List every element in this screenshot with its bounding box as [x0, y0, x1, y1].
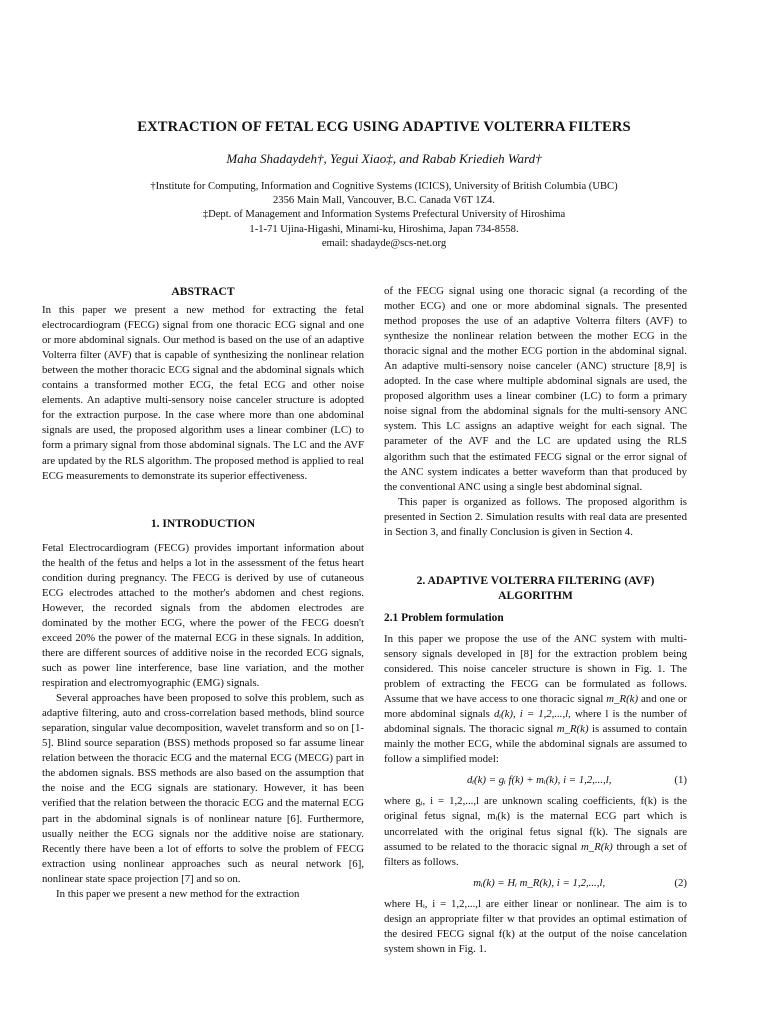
math-di-list: dᵢ(k), i = 1,2,...,l,	[493, 708, 571, 721]
organization-paragraph: This paper is organized as follows. The proposed algorithm is presented in Section 2. Simulation results with real data are presented in Section 3, and finally Conclusion is given in Section 4.	[384, 495, 687, 538]
intro-paragraph-3: In this paper we present a new method for the extraction	[56, 887, 300, 900]
right-column	[384, 284, 687, 957]
left-column	[42, 284, 364, 902]
paper-title: EXTRACTION OF FETAL ECG USING ADAPTIVE VOLTERRA FILTERS	[137, 119, 631, 135]
equation-2-number: (2)	[674, 876, 687, 889]
author-list: Maha Shadaydeh†, Yegui Xiao‡, and Rabab Kriedieh Ward†	[226, 151, 542, 166]
equation-1-number: (1)	[674, 774, 687, 787]
aim-paragraph: where Hᵢ, i = 1,2,...,l are either linear or nonlinear. The aim is to design an appropriate filter w that provides an optimal estimation of the desired FECG signal f(k) at the output of the noise cancelation system shown in Fig. 1.	[384, 897, 687, 955]
section-2-heading	[384, 573, 687, 603]
introduction-heading: 1. INTRODUCTION	[150, 516, 256, 530]
formulation-paragraph	[384, 632, 687, 767]
intro-paragraph-1: Fetal Electrocardiogram (FECG) provides important information about the health of the fetus and helps a lot in the assessment of the fetus heart condition during pregnancy. The FECG is derived by use of cutaneous ECG electrodes attached to the mother's abdomen and chest regions. However, the recorded signals from the abdomen electrodes are dominated by the mother ECG, where the power of the FECG doesn't exceed 20% the power of the maternal ECG in these signals. In addition, there are different sources of additive noise in the recorded ECG signals, such as power line interference, base line variation, and the mother respiration and electromyographic (EMG) signals.	[42, 541, 364, 690]
section-2-heading-line-1: 2. ADAPTIVE VOLTERRA FILTERING (AVF)	[416, 573, 655, 587]
formulation-text-a: In this paper we propose the use of the ANC system with multi-sensory signals developed in [8] for the extraction problem being considered. This noise canceler structure is shown in Fig. 1. The problem of extracting the FECG can be formulated as follows. Assume that we have access to one thoracic signal	[384, 632, 687, 706]
abstract-heading: ABSTRACT	[171, 285, 235, 298]
abstract-text: In this paper we present a new method for extracting the fetal electrocardiogram (FECG) signal from one thoracic ECG signal and one or more abdominal signals. Our method is based on the use of an adaptive Volterra filter (AVF) that is capable of synthesizing the nonlinear relation between the mother thoracic ECG signal and the abdominal signals which contains a transformed mother ECG, the fetal ECG and other noise elements. An adaptive multi-sensory noise canceler structure is adopted for the extraction purpose. In the case where more than one abdominal signals are used, the proposed algorithm uses a linear combiner (LC) to form a primary signal from those abdominal signals. The LC and the AVF are updated by the RLS algorithm. The proposed method is applied to real ECG measurements to demonstrate its superior effectiveness.	[42, 304, 364, 482]
affiliation-line: †Institute for Computing, Information and Cognitive Systems (ICICS), University of British Columbia (UBC)	[150, 181, 618, 192]
affiliations	[60, 180, 708, 251]
math-mR: m_R(k)	[556, 723, 589, 736]
math-mR: m_R(k)	[606, 693, 639, 706]
intro-continued-paragraph: of the FECG signal using one thoracic signal (a recording of the mother ECG) and one or more abdominal signals. The presented method proposes the use of an adaptive Volterra filters (AVF) to synthesize the nonlinear relation between the mother ECG in the thoracic signal and the mother ECG portion in the abdominal signal. An adaptive multi-sensory noise canceler (ANC) structure [8,9] is adopted. In the case where multiple abdominal signals are used, the proposed algorithm uses a linear combiner (LC) to form a primary noise signal from the abdominal signals for the multi-sensory ANC system. This LC assigns an adaptive weight for each signal. The parameter of the AVF and the LC are updated using the RLS algorithm such that the estimated FECG signal or the error signal of the ANC system indicates a better waveform than that produced by the conventional ANC using a single best abdominal signal.	[384, 285, 687, 493]
email-line: email: shadayde@scs-net.org	[321, 237, 447, 249]
formulation-text-d: is assumed to contain mainly the mother ECG, while the abdominal signals are assumed to follow a simplified model:	[384, 723, 687, 766]
affiliation-line: ‡Dept. of Management and Information Systems Prefectural University of Hiroshima	[202, 209, 566, 221]
math-mR: m_R(k)	[581, 840, 613, 853]
equation-1	[384, 773, 687, 788]
formulation-text-b: and one or more abdominal signals	[384, 693, 687, 721]
equation-1-body: dᵢ(k) = gᵢ f(k) + mᵢ(k), i = 1,2,...,l,	[466, 774, 612, 787]
intro-paragraph-2: Several approaches have been proposed to solve this problem, such as adaptive filtering, auto and cross-correlation based methods, blind source separation, singular value decomposition, wavelet transform and so on [1-5]. Blind source separation (BSS) methods proposed so far assume linear relation between the thoracic ECG and the maternal ECG (MECG) part in the abdomen signals. BSS methods are also based on the assumption that the noise and the ECG signals are stationary. However, it has been verified that the relation between the thoracic ECG and the maternal ECG part in the abdominal signals is of nonlinear nature [6]. Furthermore, usually neither the ECG signals nor the additive noise are stationary. Recently there have been a lot of efforts to solve the problem of FECG extraction using nonlinear approaches such as neural network [6], nonlinear state space projection [7] and so on.	[42, 692, 364, 885]
subsection-2-1-heading: 2.1 Problem formulation	[384, 611, 504, 624]
equation-2	[384, 876, 687, 891]
affiliation-line: 2356 Main Mall, Vancouver, B.C. Canada V6T 1Z4.	[272, 195, 496, 207]
model-paragraph	[384, 794, 687, 869]
model-text-b: through a set of filters as follows.	[384, 840, 688, 868]
equation-2-body: mᵢ(k) = Hᵢ m_R(k), i = 1,2,...,l,	[473, 876, 606, 889]
model-text-a: where gᵢ, i = 1,2,...,l are unknown scaling coefficients, f(k) is the original fetus signal, mᵢ(k) is the maternal ECG part which is uncorrelated with the original fetus signal f(k). The signals are assumed to be related to the thoracic signal	[384, 795, 687, 853]
formulation-text-c: where l is the number of abdominal signals. The thoracic signal	[384, 708, 687, 736]
section-2-heading-line-2: ALGORITHM	[498, 588, 573, 602]
affiliation-line: 1-1-71 Ujina-Higashi, Minami-ku, Hiroshima, Japan 734-8558.	[249, 223, 519, 235]
